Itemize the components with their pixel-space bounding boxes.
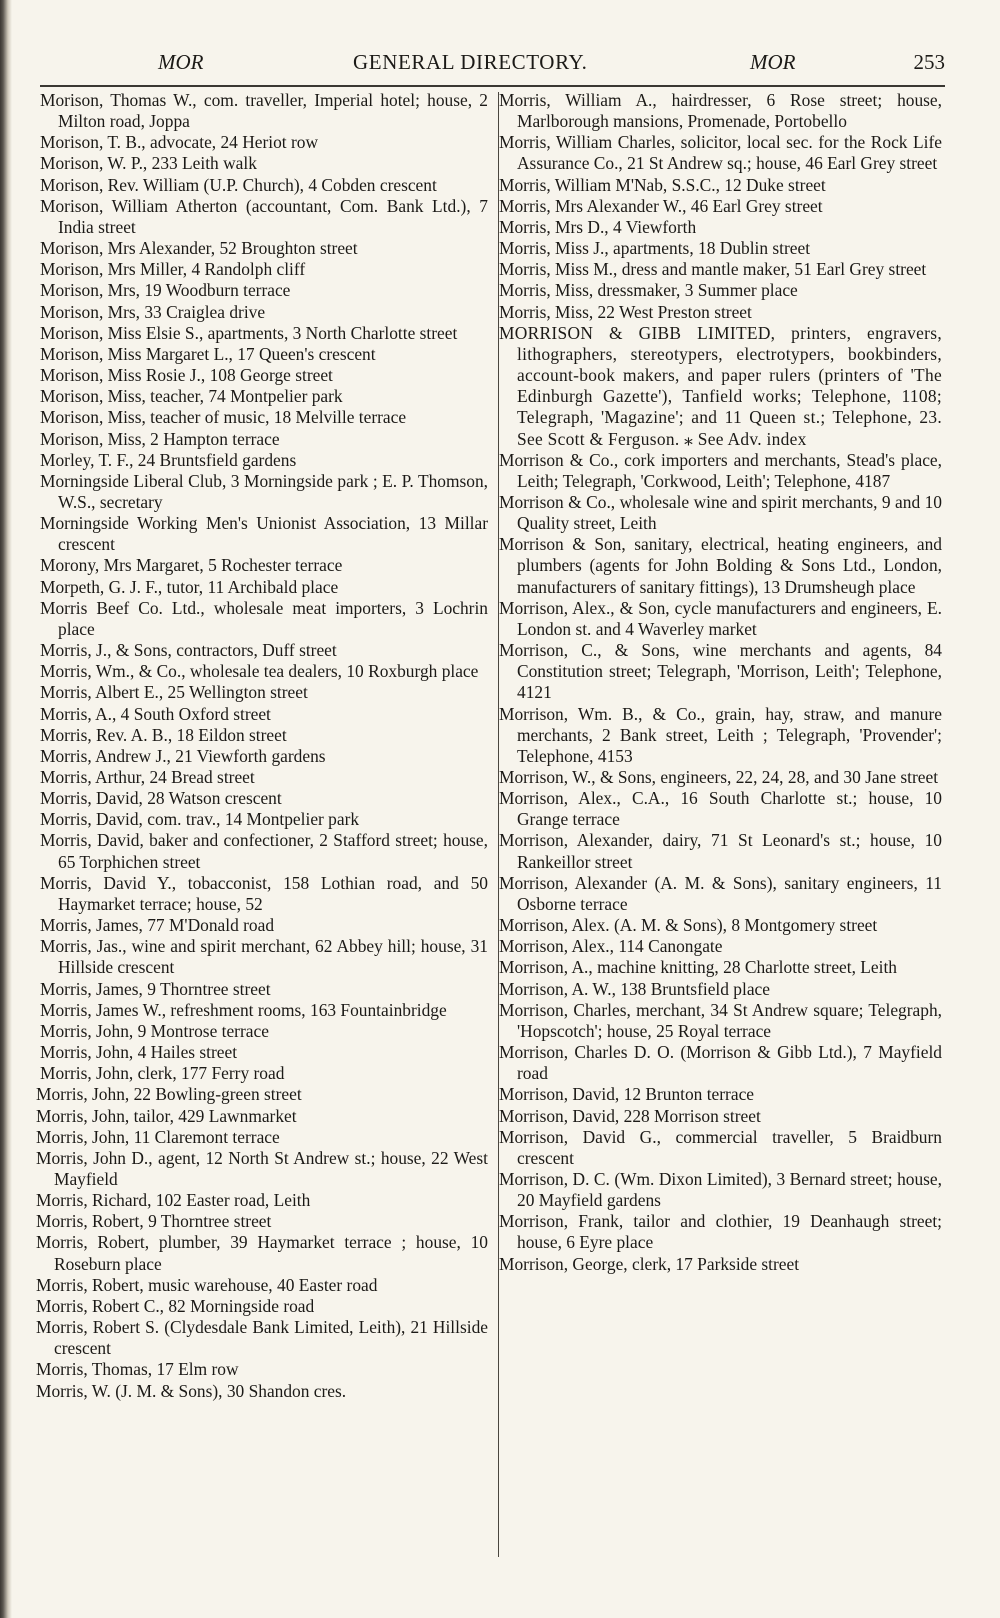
- directory-entry: Morison, Miss, teacher, 74 Montpelier park: [40, 386, 343, 407]
- directory-entry: Morris, Richard, 102 Easter road, Leith: [36, 1190, 311, 1211]
- directory-entry: Morris, John, 9 Montrose terrace: [40, 1020, 269, 1041]
- directory-entry: Morris, David, baker and confectioner, 2 Stafford street; house, 65 Torphichen street: [40, 830, 488, 872]
- directory-entry: Morrison & Co., cork importers and merchants, Stead's place, Leith; Telegraph, 'Corkwood, Leith'; Telephone, 4187: [499, 449, 942, 491]
- directory-entry: Morris, Miss, dressmaker, 3 Summer place: [499, 280, 798, 301]
- directory-entry: Morris, Robert S. (Clydesdale Bank Limited, Leith), 21 Hillside crescent: [36, 1317, 488, 1359]
- directory-entry: Morningside Working Men's Unionist Association, 13 Millar crescent: [40, 513, 488, 555]
- header-rule: [40, 85, 945, 87]
- page-number: 253: [913, 50, 945, 74]
- header-title: GENERAL DIRECTORY.: [353, 50, 588, 74]
- directory-entry: MORRISON & GIBB LIMITED, printers, engravers, lithographers, stereotypers, electrotypers, bookbinders, account-book makers, and paper rulers (printers of 'The Edinburgh Gazette'), Tanfield works; Telephone, 1108; Telegraph, 'Magazine'; and 11 Queen st.; Telephone, 23. See Scott & Ferguson. ⁎ See Adv. index: [499, 322, 942, 449]
- directory-entry: Morris, Albert E., 25 Wellington street: [40, 682, 308, 703]
- directory-entry: Morris, Robert, plumber, 39 Haymarket terrace ; house, 10 Roseburn place: [36, 1232, 488, 1274]
- directory-entry: Morris, David, com. trav., 14 Montpelier park: [40, 809, 360, 830]
- directory-entry: Morris, John D., agent, 12 North St Andrew st.; house, 22 West Mayfield: [36, 1147, 488, 1189]
- directory-entry: Morison, Miss Rosie J., 108 George street: [40, 365, 333, 386]
- directory-entry: Morris, William A., hairdresser, 6 Rose street; house, Marlborough mansions, Promenade, Portobello: [499, 90, 942, 132]
- directory-entry: Morris, Miss, 22 West Preston street: [499, 301, 752, 322]
- directory-entry: Morris, James W., refreshment rooms, 163 Fountainbridge: [40, 999, 447, 1020]
- directory-entry: Morris, Mrs D., 4 Viewforth: [499, 216, 697, 237]
- directory-entry: Morison, Miss Margaret L., 17 Queen's crescent: [40, 343, 376, 364]
- directory-entry: Morris, Miss J., apartments, 18 Dublin street: [499, 238, 811, 259]
- directory-entry: Morris, A., 4 South Oxford street: [40, 703, 271, 724]
- directory-entry: Morris, Robert, 9 Thorntree street: [36, 1211, 272, 1232]
- directory-entry: Morison, Miss, 2 Hampton terrace: [40, 428, 280, 449]
- directory-column-right: [499, 90, 942, 1275]
- directory-entry: Morris, David, 28 Watson crescent: [40, 788, 282, 809]
- directory-entry: Morison, Miss Elsie S., apartments, 3 North Charlotte street: [40, 322, 458, 343]
- directory-entry: Morris, John, clerk, 177 Ferry road: [40, 1063, 285, 1084]
- directory-entry: Morris, Robert, music warehouse, 40 Easter road: [36, 1274, 378, 1295]
- directory-entry: Morris, Miss M., dress and mantle maker, 51 Earl Grey street: [499, 259, 927, 280]
- directory-entry: Morrison, A. W., 138 Bruntsfield place: [499, 978, 770, 999]
- directory-entry: Morrison, David G., commercial traveller, 5 Braidburn crescent: [499, 1126, 942, 1168]
- directory-entry: Morris, John, tailor, 429 Lawnmarket: [36, 1105, 297, 1126]
- directory-entry: Morrison, Alexander (A. M. & Sons), sanitary engineers, 11 Osborne terrace: [499, 872, 942, 914]
- directory-column-left: [36, 90, 488, 1402]
- directory-entry: Morrison, Alex. (A. M. & Sons), 8 Montgomery street: [499, 915, 878, 936]
- directory-entry: Morison, T. B., advocate, 24 Heriot row: [40, 132, 319, 153]
- directory-entry: Morris, John, 22 Bowling-green street: [36, 1084, 302, 1105]
- directory-entry: Morrison, George, clerk, 17 Parkside street: [499, 1253, 800, 1274]
- directory-entry: Morris, William Charles, solicitor, local sec. for the Rock Life Assurance Co., 21 St Andrew sq.; house, 46 Earl Grey street: [499, 132, 942, 174]
- directory-entry: Morrison, D. C. (Wm. Dixon Limited), 3 Bernard street; house, 20 Mayfield gardens: [499, 1168, 942, 1211]
- directory-entry: Morris, Jas., wine and spirit merchant, 62 Abbey hill; house, 31 Hillside crescent: [40, 936, 488, 978]
- directory-entry: Morris, Wm., & Co., wholesale tea dealers, 10 Roxburgh place: [40, 661, 479, 682]
- directory-entry: Morrison, C., & Sons, wine merchants and agents, 84 Constitution street; Telegraph, 'Morrison, Leith'; Telephone, 4121: [499, 640, 942, 703]
- directory-entry: Morris, David Y., tobacconist, 158 Lothian road, and 50 Haymarket terrace; house, 52: [40, 872, 488, 914]
- directory-entry: Morison, Thomas W., com. traveller, Imperial hotel; house, 2 Milton road, Joppa: [40, 90, 488, 132]
- directory-entry: Morison, W. P., 233 Leith walk: [40, 153, 257, 174]
- directory-entry: Morris, Rev. A. B., 18 Eildon street: [40, 724, 287, 745]
- header-guide-word-left: MOR: [158, 50, 204, 74]
- running-header: [150, 46, 945, 80]
- directory-entry: Morrison, Alex., C.A., 16 South Charlotte st.; house, 10 Grange terrace: [499, 788, 942, 830]
- directory-entry: Morrison, Wm. B., & Co., grain, hay, straw, and manure merchants, 2 Bank street, Leith ; Telegraph, 'Provender'; Telephone, 4153: [499, 703, 942, 766]
- directory-entry: Morris, John, 11 Claremont terrace: [36, 1126, 280, 1147]
- directory-entry: Morrison, Frank, tailor and clothier, 19 Deanhaugh street; house, 6 Eyre place: [499, 1211, 942, 1253]
- directory-entry: Morley, T. F., 24 Bruntsfield gardens: [40, 449, 297, 470]
- directory-entry: Morison, Mrs Miller, 4 Randolph cliff: [40, 259, 306, 280]
- directory-entry: Morrison & Son, sanitary, electrical, heating engineers, and plumbers (agents for John Bolding & Sons Ltd., London, manufacturers of sanitary fittings), 13 Drumsheugh place: [499, 534, 942, 597]
- directory-entry: Morison, Rev. William (U.P. Church), 4 Cobden crescent: [40, 174, 437, 195]
- directory-entry: Morison, Mrs, 33 Craiglea drive: [40, 301, 266, 322]
- directory-entry: Morris, Arthur, 24 Bread street: [40, 767, 255, 787]
- directory-entry: Morris Beef Co. Ltd., wholesale meat importers, 3 Lochrin place: [40, 597, 488, 639]
- directory-entry: Morrison & Co., wholesale wine and spirit merchants, 9 and 10 Quality street, Leith: [499, 491, 942, 534]
- directory-entry: Morison, Miss, teacher of music, 18 Melville terrace: [40, 407, 407, 428]
- directory-entry: Morris, Thomas, 17 Elm row: [36, 1359, 239, 1380]
- directory-entry: Morris, James, 9 Thorntree street: [40, 978, 271, 999]
- directory-entry: Morison, William Atherton (accountant, Com. Bank Ltd.), 7 India street: [40, 195, 488, 237]
- directory-entry: Morris, J., & Sons, contractors, Duff street: [40, 640, 337, 661]
- directory-entry: Morison, Mrs Alexander, 52 Broughton street: [40, 238, 358, 259]
- directory-entry: Morrison, Alex., 114 Canongate: [499, 936, 723, 957]
- directory-entry: Morris, W. (J. M. & Sons), 30 Shandon cres.: [36, 1380, 347, 1401]
- header-guide-word-right: MOR: [750, 50, 796, 74]
- directory-entry: Morris, Andrew J., 21 Viewforth gardens: [40, 745, 326, 766]
- directory-entry: Morrison, Alex., & Son, cycle manufacturers and engineers, E. London st. and 4 Waverley market: [499, 597, 942, 639]
- directory-entry: Morrison, Charles D. O. (Morrison & Gibb Ltd.), 7 Mayfield road: [499, 1042, 942, 1084]
- directory-entry: Morningside Liberal Club, 3 Morningside park ; E. P. Thomson, W.S., secretary: [40, 470, 488, 512]
- directory-entry: Morris, Mrs Alexander W., 46 Earl Grey street: [499, 195, 823, 216]
- directory-entry: Morrison, David, 12 Brunton terrace: [499, 1084, 755, 1105]
- directory-entry: Morrison, David, 228 Morrison street: [499, 1105, 761, 1126]
- directory-entry: Morony, Mrs Margaret, 5 Rochester terrace: [40, 555, 343, 576]
- directory-entry: Morrison, Alexander, dairy, 71 St Leonard's st.; house, 10 Rankeillor street: [499, 830, 942, 872]
- directory-entry: Morris, Robert C., 82 Morningside road: [36, 1295, 315, 1316]
- directory-entry: Morrison, Charles, merchant, 34 St Andrew square; Telegraph, 'Hopscotch'; house, 25 Royal terrace: [499, 999, 942, 1041]
- page-binding-edge: [0, 0, 12, 1618]
- directory-entry: Morpeth, G. J. F., tutor, 11 Archibald place: [40, 576, 339, 597]
- directory-entry: Morris, William M'Nab, S.S.C., 12 Duke street: [499, 174, 826, 195]
- directory-entry: Morrison, W., & Sons, engineers, 22, 24, 28, and 30 Jane street: [499, 767, 939, 787]
- directory-entry: Morris, John, 4 Hailes street: [40, 1042, 238, 1063]
- directory-entry: Morris, James, 77 M'Donald road: [40, 915, 275, 936]
- directory-entry: Morison, Mrs, 19 Woodburn terrace: [40, 280, 291, 301]
- directory-entry: Morrison, A., machine knitting, 28 Charlotte street, Leith: [499, 957, 897, 978]
